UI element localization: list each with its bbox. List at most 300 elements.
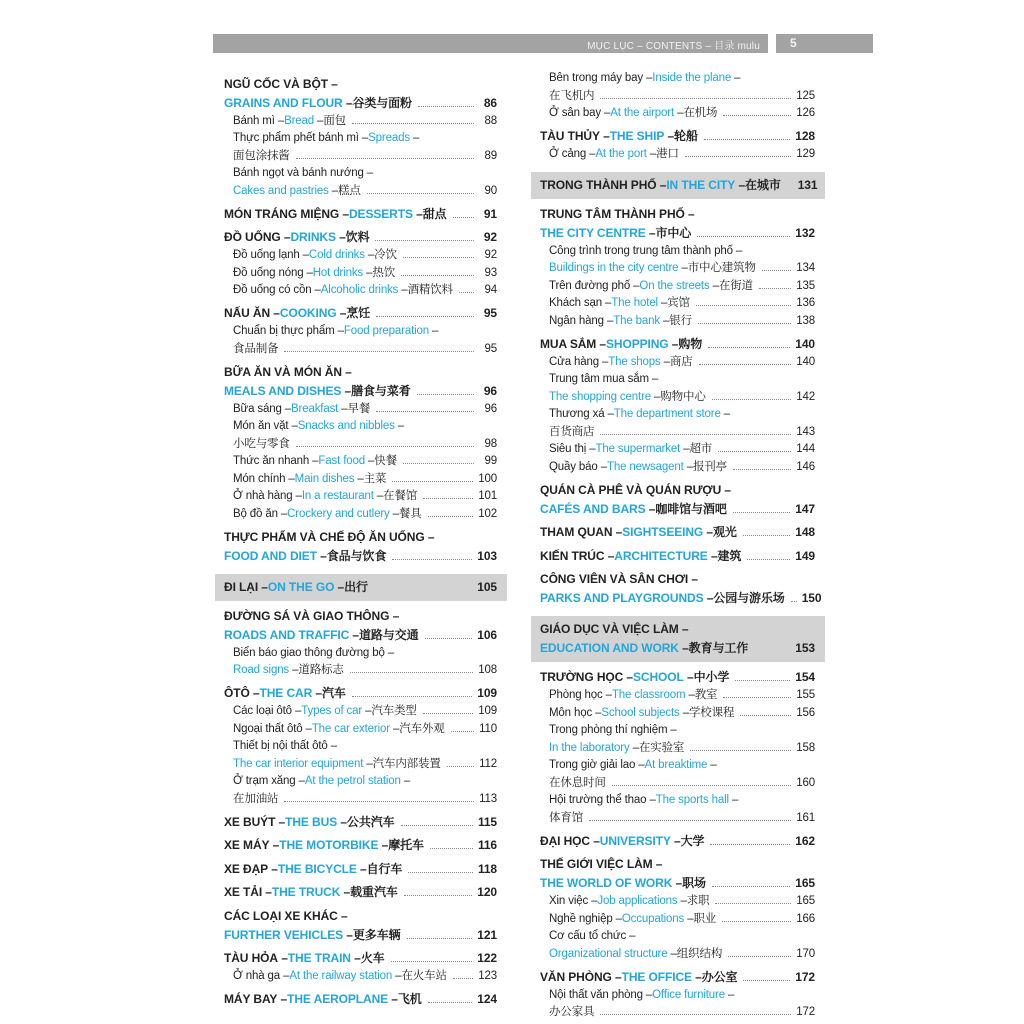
dash-separator xyxy=(278,506,287,524)
entry-vietnamese: Món ăn vặt xyxy=(233,420,289,432)
toc-major-entry[interactable] xyxy=(215,75,507,113)
toc-major-entry[interactable] xyxy=(531,547,825,566)
entry-page-number[interactable]: 153 xyxy=(795,641,815,655)
entry-english: The car exterior xyxy=(311,722,390,735)
entry-page-number[interactable]: 116 xyxy=(477,838,497,852)
dash-separator xyxy=(657,176,667,195)
dot-leader xyxy=(404,894,473,896)
entry-english: THE WORLD OF WORK xyxy=(540,876,673,890)
entry-line xyxy=(233,436,497,454)
toc-major-entry[interactable] xyxy=(215,813,507,832)
entry-page-number[interactable]: 106 xyxy=(477,627,497,642)
dash-separator xyxy=(385,645,394,663)
entry-page-number[interactable]: 158 xyxy=(796,741,815,754)
entry-line xyxy=(540,639,815,658)
toc-sub-entry[interactable] xyxy=(215,323,507,358)
toc-sub-entry[interactable] xyxy=(531,893,825,911)
dash-separator xyxy=(660,313,669,331)
entry-line xyxy=(540,855,815,874)
entry-page-number[interactable]: 122 xyxy=(477,951,497,965)
entry-page-number[interactable]: 146 xyxy=(796,460,815,473)
dot-leader xyxy=(759,287,791,289)
entry-vietnamese: Xin việc xyxy=(549,895,589,907)
entry-page-number[interactable]: 88 xyxy=(484,114,497,127)
entry-page-number[interactable]: 162 xyxy=(795,833,815,848)
dot-leader xyxy=(747,558,790,560)
dash-separator xyxy=(296,773,305,791)
entry-line xyxy=(549,946,815,964)
toc-sub-entry[interactable] xyxy=(531,313,825,331)
entry-vietnamese: Các loại ôtô xyxy=(233,705,292,717)
entry-line xyxy=(549,424,815,442)
entry-page-number[interactable]: 95 xyxy=(483,306,497,320)
dash-separator xyxy=(586,441,595,459)
toc-sub-entry[interactable] xyxy=(215,265,507,283)
entry-line xyxy=(224,528,497,547)
entry-chinese: 在餐馆 xyxy=(383,490,418,502)
toc-sub-entry[interactable] xyxy=(215,247,507,265)
entry-page-number[interactable]: 140 xyxy=(796,355,815,368)
entry-page-number[interactable]: 109 xyxy=(478,705,497,717)
toc-sub-entry[interactable] xyxy=(215,418,507,453)
toc-sub-entry[interactable] xyxy=(531,278,825,296)
toc-section-entry[interactable] xyxy=(531,616,825,662)
entry-chinese: 学校课程 xyxy=(688,706,735,719)
entry-page-number[interactable]: 102 xyxy=(478,507,497,520)
entry-line xyxy=(549,459,815,477)
entry-page-number[interactable]: 166 xyxy=(796,912,815,925)
dash-separator xyxy=(664,127,674,146)
entry-page-number[interactable]: 99 xyxy=(484,455,497,467)
entry-vietnamese: Khách sạn xyxy=(549,297,602,309)
dash-separator xyxy=(340,883,350,902)
toc-sub-entry[interactable] xyxy=(531,441,825,459)
entry-english: SHOPPING xyxy=(606,336,669,351)
toc-major-entry[interactable] xyxy=(531,335,825,354)
entry-chinese: 公园与游乐场 xyxy=(713,591,785,605)
entry-chinese: 更多车辆 xyxy=(352,927,401,942)
entry-page-number[interactable]: 92 xyxy=(483,230,497,244)
entry-english: The car interior equipment xyxy=(233,757,364,770)
entry-line xyxy=(233,645,497,663)
entry-line xyxy=(224,836,497,855)
dot-leader xyxy=(791,600,797,602)
entry-line xyxy=(233,165,497,183)
entry-page-number[interactable]: 172 xyxy=(795,969,815,984)
entry-line xyxy=(540,205,815,224)
entry-vietnamese: Ở nhà hàng xyxy=(233,490,293,502)
toc-sub-entry[interactable] xyxy=(531,687,825,705)
entry-vietnamese: Ở sân bay xyxy=(549,107,601,119)
toc-major-entry[interactable] xyxy=(215,883,507,902)
entry-page-number[interactable]: 131 xyxy=(797,177,818,192)
dash-separator xyxy=(250,684,260,703)
dot-leader xyxy=(284,800,474,802)
entry-page-number[interactable]: 121 xyxy=(477,927,497,942)
toc-sub-entry[interactable] xyxy=(531,70,825,105)
entry-vietnamese: Đồ uống có cồn xyxy=(233,284,312,296)
toc-sub-entry[interactable] xyxy=(215,773,507,808)
entry-line xyxy=(233,282,497,300)
entry-vietnamese: Thiết bị nội thất ôtô xyxy=(233,740,328,752)
entry-line xyxy=(549,987,815,1005)
entry-page-number[interactable]: 144 xyxy=(796,443,815,455)
dash-separator xyxy=(398,282,407,300)
entry-english: Organizational structure xyxy=(549,947,668,960)
entry-page-number[interactable]: 155 xyxy=(796,689,815,701)
toc-sub-entry[interactable] xyxy=(531,987,825,1022)
entry-page-number[interactable]: 136 xyxy=(796,297,815,309)
toc-sub-entry[interactable] xyxy=(215,645,507,680)
dash-separator xyxy=(275,113,284,131)
entry-page-number[interactable]: 95 xyxy=(484,342,497,355)
toc-major-entry[interactable] xyxy=(215,528,507,566)
toc-sub-entry[interactable] xyxy=(531,406,825,441)
entry-line xyxy=(540,589,822,608)
toc-sub-entry[interactable] xyxy=(215,282,507,300)
entry-chinese: 道路与交通 xyxy=(359,627,419,642)
dot-leader xyxy=(698,322,791,324)
entry-line xyxy=(233,721,497,739)
toc-section-entry[interactable] xyxy=(215,574,507,601)
entry-chinese: 组织结构 xyxy=(676,947,723,960)
entry-chinese: 酒精饮料 xyxy=(407,284,453,296)
dash-separator xyxy=(292,703,301,721)
entry-chinese: 冷饮 xyxy=(374,249,397,261)
entry-page-number[interactable]: 149 xyxy=(795,548,815,563)
entry-page-number[interactable]: 140 xyxy=(795,336,815,351)
dash-separator xyxy=(280,968,289,986)
dash-separator xyxy=(688,570,698,589)
dot-leader xyxy=(392,480,473,482)
dash-separator xyxy=(731,70,740,88)
entry-english: Fast food xyxy=(318,455,365,467)
dash-separator xyxy=(413,205,423,224)
dot-leader xyxy=(718,450,791,452)
entry-chinese: 快餐 xyxy=(374,455,397,467)
dot-leader xyxy=(733,511,791,513)
entry-line xyxy=(549,371,815,389)
toc-sub-entry[interactable] xyxy=(215,130,507,165)
toc-major-entry[interactable] xyxy=(215,607,507,645)
dot-leader xyxy=(612,784,792,786)
toc-major-entry[interactable] xyxy=(215,949,507,968)
entry-english: In the laboratory xyxy=(549,741,630,754)
entry-vietnamese: Trong giờ giải lao xyxy=(549,759,636,771)
entry-vietnamese: Ngân hàng xyxy=(549,314,604,327)
dash-separator xyxy=(339,205,349,224)
entry-english: THE AEROPLANE xyxy=(287,992,389,1006)
entry-vietnamese: Đồ uống nóng xyxy=(233,266,304,279)
entry-page-number[interactable]: 147 xyxy=(795,501,815,516)
entry-page-number[interactable]: 148 xyxy=(795,525,815,539)
entry-page-number[interactable]: 112 xyxy=(479,757,497,770)
entry-page-number[interactable]: 109 xyxy=(477,686,497,700)
toc-sub-entry[interactable] xyxy=(215,401,507,419)
entry-vietnamese: Trung tâm mua sắm xyxy=(549,373,649,385)
entry-chinese: 求职 xyxy=(686,895,710,907)
entry-page-number[interactable]: 113 xyxy=(479,792,497,805)
entry-page-number[interactable]: 110 xyxy=(479,722,497,735)
entry-page-number[interactable]: 165 xyxy=(795,876,815,890)
dash-separator xyxy=(600,127,610,146)
toc-major-entry[interactable] xyxy=(531,968,825,987)
entry-vietnamese: ĐỒ UỐNG xyxy=(224,230,281,244)
entry-page-number[interactable]: 90 xyxy=(484,184,497,197)
dot-leader xyxy=(708,346,790,348)
entry-english: Spreads xyxy=(368,132,410,144)
dash-separator xyxy=(707,757,716,775)
entry-page-number[interactable]: 125 xyxy=(796,89,815,102)
dot-leader xyxy=(374,590,472,591)
entry-page-number[interactable]: 100 xyxy=(478,472,497,485)
toc-sub-entry[interactable] xyxy=(215,488,507,506)
entry-line xyxy=(549,146,815,164)
toc-section-entry[interactable] xyxy=(531,172,825,199)
entry-vietnamese: TRONG THÀNH PHỐ xyxy=(540,177,657,192)
toc-major-entry[interactable] xyxy=(531,570,825,608)
entry-vietnamese: Thương xá xyxy=(549,408,605,420)
entry-english: Inside the plane xyxy=(652,72,732,84)
entry-line xyxy=(540,547,815,566)
entry-page-number[interactable]: 92 xyxy=(484,249,497,261)
entry-chinese: 在加油站 xyxy=(233,792,279,805)
toc-major-entry[interactable] xyxy=(215,860,507,879)
entry-page-number[interactable]: 150 xyxy=(801,591,822,605)
toc-major-entry[interactable] xyxy=(215,907,507,945)
toc-sub-entry[interactable] xyxy=(215,165,507,200)
toc-major-entry[interactable] xyxy=(215,836,507,855)
entry-vietnamese: TÀU HỎA xyxy=(224,951,278,965)
dot-leader xyxy=(423,497,473,499)
entry-chinese: 建筑 xyxy=(717,548,742,563)
entry-chinese: 早餐 xyxy=(347,402,371,415)
entry-vietnamese: TÀU THỦY xyxy=(540,129,600,143)
toc-sub-entry[interactable] xyxy=(215,738,507,773)
toc-major-entry[interactable] xyxy=(531,205,825,243)
dash-separator xyxy=(429,323,438,341)
entry-page-number[interactable]: 93 xyxy=(484,266,497,279)
entry-page-number[interactable]: 129 xyxy=(796,148,815,160)
toc-sub-entry[interactable] xyxy=(531,105,825,123)
toc-sub-entry[interactable] xyxy=(215,471,507,489)
dash-separator xyxy=(328,75,338,94)
dash-separator xyxy=(401,773,410,791)
dash-separator xyxy=(729,792,738,810)
toc-sub-entry[interactable] xyxy=(215,721,507,739)
dash-separator xyxy=(285,471,294,489)
toc-sub-entry[interactable] xyxy=(215,703,507,721)
dash-separator xyxy=(312,684,322,703)
entry-page-number[interactable]: 89 xyxy=(484,149,497,162)
entry-page-number[interactable]: 96 xyxy=(484,402,497,415)
toc-major-entry[interactable] xyxy=(531,832,825,851)
dot-leader xyxy=(425,637,473,639)
entry-chinese: 甜点 xyxy=(422,206,447,221)
dash-separator xyxy=(643,70,652,88)
entry-english: IN THE CITY xyxy=(666,177,736,192)
toc-major-entry[interactable] xyxy=(215,304,507,323)
dash-separator xyxy=(721,481,731,500)
entry-line xyxy=(233,341,497,359)
dash-separator xyxy=(604,313,613,331)
entry-line xyxy=(233,183,497,201)
toc-major-entry[interactable] xyxy=(531,481,825,519)
entry-page-number[interactable]: 161 xyxy=(796,811,815,824)
entry-vietnamese: Chuẩn bị thực phẩm xyxy=(233,325,335,337)
dot-leader xyxy=(367,192,474,194)
dash-separator xyxy=(677,893,686,911)
entry-page-number[interactable]: 124 xyxy=(477,992,497,1006)
entry-chinese: 汽车内部装置 xyxy=(372,757,441,770)
entry-page-number[interactable]: 135 xyxy=(796,279,815,292)
dot-leader xyxy=(600,433,791,435)
entry-page-number[interactable]: 101 xyxy=(478,490,497,502)
dot-leader xyxy=(423,712,473,714)
toc-sub-entry[interactable] xyxy=(531,459,825,477)
dash-separator xyxy=(599,354,608,372)
toc-sub-entry[interactable] xyxy=(215,113,507,131)
entry-line xyxy=(233,968,497,986)
dash-separator xyxy=(390,721,399,739)
entry-line xyxy=(224,304,497,323)
entry-page-number[interactable]: 103 xyxy=(477,548,497,563)
entry-line xyxy=(549,278,815,296)
toc-major-entry[interactable] xyxy=(215,363,507,401)
dash-separator xyxy=(303,265,312,283)
entry-chinese: 办公室 xyxy=(701,969,738,984)
dash-separator xyxy=(288,418,297,436)
dash-separator xyxy=(592,705,601,723)
dash-separator xyxy=(667,722,676,740)
entry-page-number[interactable]: 170 xyxy=(796,947,815,960)
entry-english: The bank xyxy=(613,314,660,327)
entry-page-number[interactable]: 108 xyxy=(478,664,497,676)
entry-page-number[interactable]: 165 xyxy=(796,895,815,907)
entry-line xyxy=(224,547,497,566)
toc-major-entry[interactable] xyxy=(531,855,825,893)
entry-page-number[interactable]: 96 xyxy=(483,383,497,398)
entry-page-number[interactable]: 105 xyxy=(477,579,497,594)
entry-page-number[interactable]: 138 xyxy=(796,314,815,327)
toc-sub-entry[interactable] xyxy=(531,792,825,827)
toc-sub-entry[interactable] xyxy=(531,911,825,929)
dot-leader xyxy=(690,749,791,751)
dot-leader xyxy=(428,515,474,517)
dash-separator xyxy=(341,382,351,401)
entry-chinese: 职业 xyxy=(693,912,717,925)
entry-page-number[interactable]: 126 xyxy=(796,107,815,119)
entry-english: Breakfast xyxy=(291,402,339,415)
toc-sub-entry[interactable] xyxy=(531,354,825,372)
toc-sub-entry[interactable] xyxy=(531,371,825,406)
entry-page-number[interactable]: 143 xyxy=(796,425,815,438)
entry-page-number[interactable]: 123 xyxy=(478,970,497,982)
toc-major-entry[interactable] xyxy=(215,684,507,703)
entry-page-number[interactable]: 128 xyxy=(795,129,815,143)
entry-line xyxy=(549,740,815,758)
dash-separator xyxy=(669,335,679,354)
entry-page-number[interactable]: 134 xyxy=(796,262,815,274)
dash-separator xyxy=(270,304,280,323)
entry-line xyxy=(233,401,497,419)
dash-separator xyxy=(378,836,388,855)
toc-sub-entry[interactable] xyxy=(531,705,825,723)
entry-page-number[interactable]: 172 xyxy=(796,1006,815,1018)
entry-chinese: 面包 xyxy=(323,114,347,127)
dash-separator xyxy=(626,928,635,946)
toc-major-entry[interactable] xyxy=(215,990,507,1009)
dash-separator xyxy=(289,662,298,680)
entry-page-number[interactable]: 118 xyxy=(477,861,497,876)
dot-leader xyxy=(697,235,790,237)
dash-separator xyxy=(258,578,268,597)
entry-page-number[interactable]: 154 xyxy=(795,670,815,684)
dot-leader xyxy=(376,315,474,317)
dot-leader xyxy=(723,696,791,698)
entry-vietnamese: XE MÁY xyxy=(224,838,270,852)
entry-page-number[interactable]: 132 xyxy=(795,225,815,240)
toc-sub-entry[interactable] xyxy=(531,928,825,963)
entry-page-number[interactable]: 160 xyxy=(796,776,815,789)
entry-chinese: 自行车 xyxy=(366,861,403,876)
entry-english: THE CITY CENTRE xyxy=(540,225,646,240)
entry-line xyxy=(540,570,815,589)
dash-separator xyxy=(679,620,689,639)
toc-sub-entry[interactable] xyxy=(531,146,825,164)
toc-sub-entry[interactable] xyxy=(531,757,825,792)
toc-major-entry[interactable] xyxy=(531,523,825,542)
dash-separator xyxy=(338,907,348,926)
toc-sub-entry[interactable] xyxy=(215,453,507,471)
toc-sub-entry[interactable] xyxy=(215,968,507,986)
entry-page-number[interactable]: 98 xyxy=(484,437,497,450)
dash-separator xyxy=(646,500,656,519)
entry-vietnamese: Cơ cấu tổ chức xyxy=(549,930,627,942)
entry-page-number[interactable]: 86 xyxy=(483,95,497,110)
entry-page-number[interactable]: 115 xyxy=(477,814,497,829)
entry-line xyxy=(549,928,815,946)
toc-sub-entry[interactable] xyxy=(531,243,825,278)
entry-chinese: 购物中心 xyxy=(660,390,706,403)
toc-major-entry[interactable] xyxy=(215,205,507,224)
entry-english: THE TRAIN xyxy=(287,951,351,965)
dot-leader xyxy=(401,274,474,276)
dot-leader xyxy=(715,902,791,904)
dash-separator xyxy=(651,389,660,407)
toc-major-entry[interactable] xyxy=(531,127,825,146)
toc-major-entry[interactable] xyxy=(531,668,825,687)
entry-page-number[interactable]: 94 xyxy=(484,284,497,296)
dash-separator xyxy=(680,705,689,723)
dash-separator xyxy=(725,987,734,1005)
entry-vietnamese: ĐI LẠI xyxy=(224,579,259,594)
toc-sub-entry[interactable] xyxy=(531,295,825,313)
entry-page-number[interactable]: 120 xyxy=(477,885,497,899)
toc-sub-entry[interactable] xyxy=(215,506,507,524)
toc-major-entry[interactable] xyxy=(215,228,507,247)
entry-page-number[interactable]: 156 xyxy=(796,706,815,719)
entry-chinese: 宾馆 xyxy=(667,297,690,309)
entry-vietnamese: THẾ GIỚI VIỆC LÀM xyxy=(540,857,653,871)
entry-chinese: 膳食与菜肴 xyxy=(351,383,411,398)
dash-separator xyxy=(328,738,337,756)
entry-vietnamese: THỰC PHẨM VÀ CHẾ ĐỘ ĂN UỐNG xyxy=(224,529,425,544)
entry-page-number[interactable]: 142 xyxy=(796,390,815,403)
entry-page-number[interactable]: 91 xyxy=(483,206,497,221)
toc-sub-entry[interactable] xyxy=(531,722,825,757)
entry-english: Food preparation xyxy=(343,325,430,337)
